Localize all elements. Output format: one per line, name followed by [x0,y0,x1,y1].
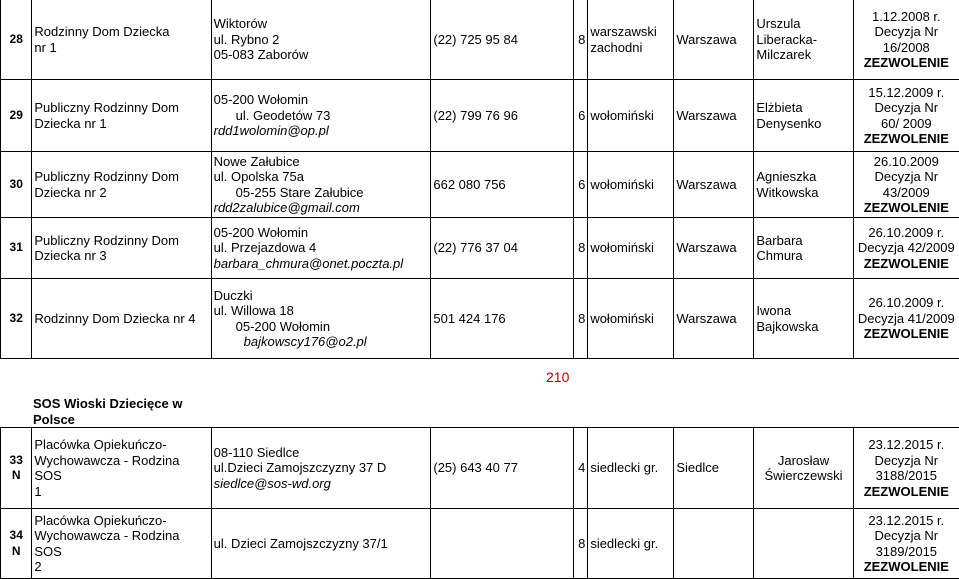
decision-label: Decyzja 42/2009 [856,240,957,256]
city: Siedlce [674,428,754,509]
address-line: 05-255 Stare Załubice [214,185,429,201]
decision-type: ZEZWOLENIE [856,559,957,575]
director [754,509,853,579]
director-line: Elżbieta [756,100,850,116]
address [211,80,431,152]
address [211,152,431,218]
address [211,279,431,359]
email-link[interactable]: siedlce@sos-wd.org [214,476,429,492]
decision-date: 15.12.2009 r. [856,85,957,101]
table-row [1,218,959,279]
institutions-table-bottom [0,427,959,579]
director-line: Witkowska [756,185,850,201]
decision-type: ZEZWOLENIE [856,200,957,216]
decision-label: Decyzja Nr [856,453,957,469]
row-number: 32 [1,279,32,359]
places-count: 8 [574,0,588,80]
places-count: 8 [574,509,588,579]
decision-number: 3189/2015 [856,544,957,560]
email-link[interactable]: rdd2zalubice@gmail.com [214,200,429,216]
director-line: Iwona [756,303,850,319]
row-number-suffix: N [3,468,29,484]
director-line: Denysenko [756,116,850,132]
decision-label: Decyzja Nr [856,24,957,40]
decision-number: 60/ 2009 [856,116,957,132]
phone: 501 424 176 [431,279,574,359]
decision [853,80,959,152]
director-line: Jarosław [756,453,850,469]
facility-name [32,80,211,152]
facility-name-line: Publiczny Rodzinny Dom [34,169,208,185]
table-row [1,428,959,509]
director-line: Agnieszka [756,169,850,185]
decision-number: 3188/2015 [856,468,957,484]
row-number: 31 [1,218,32,279]
decision-type: ZEZWOLENIE [856,256,957,272]
table-row [1,279,959,359]
county: wołomiński [588,152,674,218]
facility-name-line: Wychowawcza - Rodzina SOS [34,528,208,559]
city [674,509,754,579]
page-number: 210 [546,369,569,385]
decision [853,279,959,359]
director-line: Bajkowska [756,319,850,335]
address: ul. Dzieci Zamojszczyzny 37/1 [211,509,431,579]
decision-type: ZEZWOLENIE [856,131,957,147]
county [588,0,674,80]
facility-name-line: nr 1 [34,40,208,56]
email-link[interactable]: rdd1wolomin@op.pl [214,123,429,139]
row-number: 30 [1,152,32,218]
facility-name-line: Rodzinny Dom Dziecka [34,24,208,40]
director [754,279,853,359]
city: Warszawa [674,0,754,80]
city: Warszawa [674,152,754,218]
address-line: Duczki [214,288,429,304]
address [211,218,431,279]
facility-name-line: Dziecka nr 2 [34,185,208,201]
county-line: zachodni [590,40,671,56]
phone: 662 080 756 [431,152,574,218]
table-row [1,0,959,80]
facility-name-line: Placówka Opiekuńczo- [34,437,208,453]
decision-date: 26.10.2009 r. [856,225,957,241]
phone: (25) 643 40 77 [431,428,574,509]
facility-name [32,428,211,509]
city: Warszawa [674,218,754,279]
address-line: ul. Rybno 2 [214,32,429,48]
address-line: ul.Dzieci Zamojszczyzny 37 D [214,460,429,476]
decision-date: 26.10.2009 [856,154,957,170]
address-line: 05-200 Wołomin [214,319,429,335]
decision [853,428,959,509]
director: Barbara Chmura [754,218,853,279]
places-count: 6 [574,80,588,152]
places-count: 4 [574,428,588,509]
decision-label: Decyzja Nr [856,100,957,116]
table-row [1,509,959,579]
decision-date: 23.12.2015 r. [856,513,957,529]
table-row [1,80,959,152]
director-line: Świerczewski [756,468,850,484]
address-line: Wiktorów [214,16,429,32]
facility-name-line: Placówka Opiekuńczo- [34,513,208,529]
facility-name-line: 2 [34,559,208,575]
decision-number: 43/2009 [856,185,957,201]
row-number: 28 [1,0,32,80]
places-count: 8 [574,218,588,279]
director [754,0,853,80]
address-line: ul. Geodetów 73 [214,108,429,124]
director [754,428,853,509]
phone: (22) 725 95 84 [431,0,574,80]
decision-date: 26.10.2009 r. [856,295,957,311]
facility-name-line: Publiczny Rodzinny Dom [34,233,208,249]
decision [853,0,959,80]
facility-name [32,152,211,218]
places-count: 8 [574,279,588,359]
decision-type: ZEZWOLENIE [856,484,957,500]
row-number [1,509,32,579]
county: wołomiński [588,218,674,279]
phone: (22) 799 76 96 [431,80,574,152]
places-count: 6 [574,152,588,218]
address [211,0,431,80]
row-number: 29 [1,80,32,152]
facility-name-line: 1 [34,484,208,500]
decision-date: 1.12.2008 r. [856,9,957,25]
row-number-line: 33 [3,453,29,469]
address-line: 05-200 Wołomin [214,225,429,241]
director-line: Milczarek [756,47,850,63]
city: Warszawa [674,279,754,359]
county: wołomiński [588,80,674,152]
facility-name-line: Publiczny Rodzinny Dom [34,100,208,116]
director-line: Liberacka- [756,32,850,48]
email-link[interactable]: barbara_chmura@onet.poczta.pl [214,256,429,272]
address-line: ul. Willowa 18 [214,303,429,319]
county: siedlecki gr. [588,509,674,579]
county-line: warszawski [590,24,671,40]
decision-label: Decyzja Nr [856,169,957,185]
address-line: Nowe Załubice [214,154,429,170]
decision-number: 16/2008 [856,40,957,56]
facility-name-line: Dziecka nr 3 [34,248,208,264]
row-number-line: 34 [3,528,29,544]
section-title: SOS Wioski Dziecięce w Polsce [33,396,193,428]
row-number [1,428,32,509]
table-row [1,152,959,218]
decision [853,218,959,279]
phone [431,509,574,579]
decision [853,509,959,579]
facility-name-line: Wychowawcza - Rodzina SOS [34,453,208,484]
address [211,428,431,509]
decision-date: 23.12.2015 r. [856,437,957,453]
address-line: 08-110 Siedlce [214,445,429,461]
facility-name-line: Dziecka nr 1 [34,116,208,132]
director-line: Urszula [756,16,850,32]
facility-name [32,509,211,579]
city: Warszawa [674,80,754,152]
address-line: ul. Przejazdowa 4 [214,240,429,256]
decision-label: Decyzja Nr [856,528,957,544]
facility-name [32,218,211,279]
facility-name [32,0,211,80]
county: siedlecki gr. [588,428,674,509]
director [754,80,853,152]
decision-type: ZEZWOLENIE [856,326,957,342]
county: wołomiński [588,279,674,359]
row-number-suffix: N [3,544,29,560]
email-link[interactable]: bajkowscy176@o2.pl [214,334,429,350]
phone: (22) 776 37 04 [431,218,574,279]
address-line: 05-083 Zaborów [214,47,429,63]
decision-label: Decyzja 41/2009 [856,311,957,327]
decision-type: ZEZWOLENIE [856,55,957,71]
decision [853,152,959,218]
facility-name: Rodzinny Dom Dziecka nr 4 [32,279,211,359]
address-line: ul. Opolska 75a [214,169,429,185]
address-line: 05-200 Wołomin [214,92,429,108]
director [754,152,853,218]
